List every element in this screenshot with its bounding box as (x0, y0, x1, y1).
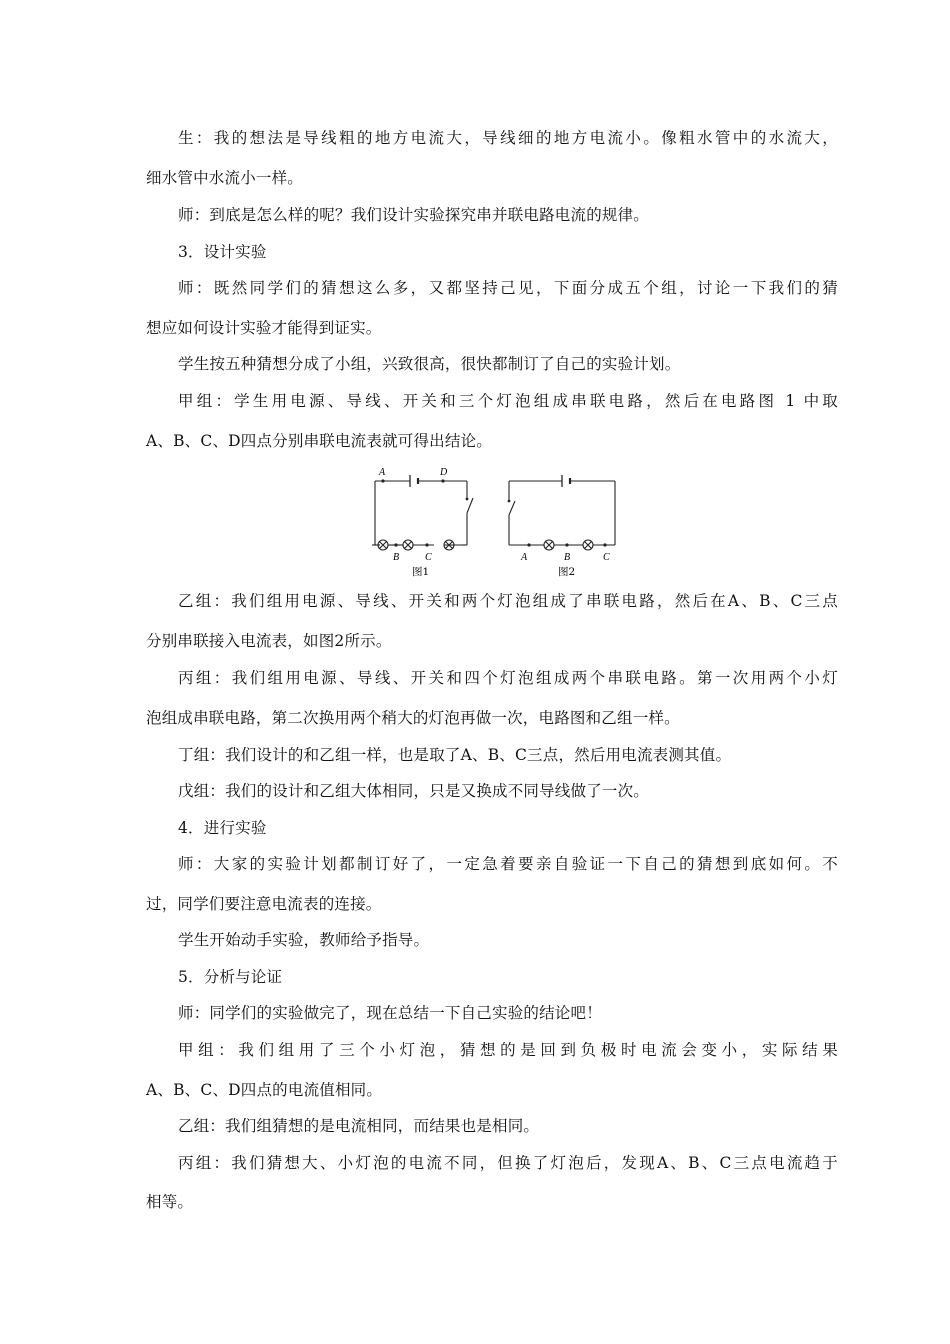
circuit-figure (355, 463, 625, 583)
paragraph-line: 师：大家的实验计划都制订好了，一定急着要亲自验证一下自己的猜想到底如何。不 (178, 855, 838, 873)
paragraph-line: 甲组：学生用电源、导线、开关和三个灯泡组成串联电路，然后在电路图 1 中取 (178, 392, 838, 410)
paragraph-line: 师：到底是怎么样的呢？我们设计实验探究串并联电路电流的规律。 (178, 206, 650, 224)
circuit-diagrams (355, 463, 625, 583)
paragraph-line: 想应如何设计实验才能得到证实。 (146, 319, 382, 337)
paragraph-line: 学生按五种猜想分成了小组，兴致很高，很快都制订了自己的实验计划。 (178, 355, 681, 373)
section-heading: 3．设计实验 (178, 243, 267, 261)
point-label: A (521, 552, 528, 563)
paragraph-line: 甲组：我们组用了三个小灯泡，猜想的是回到负极时电流会变小，实际结果 (178, 1041, 838, 1059)
figure-caption: 图2 (558, 566, 576, 578)
point-label: B (393, 552, 400, 563)
paragraph-line: 学生开始动手实验，教师给予指导。 (178, 931, 430, 949)
point-label: B (564, 552, 571, 563)
paragraph-line: 泡组成串联电路，第二次换用两个稍大的灯泡再做一次，电路图和乙组一样。 (146, 709, 680, 727)
paragraph-line: 丙组：我们组用电源、导线、开关和四个灯泡组成两个串联电路。第一次用两个小灯 (178, 669, 838, 687)
section-heading: 5．分析与论证 (178, 968, 283, 986)
figure-caption: 图1 (412, 566, 430, 578)
paragraph-line: 师：既然同学们的猜想这么多，又都坚持己见，下面分成五个组，讨论一下我们的猜 (178, 279, 838, 297)
point-label: C (603, 552, 610, 563)
paragraph-line: 过，同学们要注意电流表的连接。 (146, 895, 382, 913)
paragraph-line: A、B、C、D四点的电流值相同。 (146, 1081, 383, 1099)
point-label: C (425, 552, 432, 563)
point-label: D (440, 467, 448, 478)
paragraph-line: 生：我的想法是导线粗的地方电流大，导线细的地方电流小。像粗水管中的水流大， (178, 129, 838, 147)
paragraph-line: 细水管中水流小一样。 (146, 169, 304, 187)
paragraph-line: 乙组：我们组用电源、导线、开关和两个灯泡组成了串联电路，然后在A、B、C三点 (178, 592, 838, 610)
paragraph-line: 丁组：我们设计的和乙组一样，也是取了A、B、C三点，然后用电流表测其值。 (178, 746, 732, 764)
paragraph-line: 相等。 (146, 1193, 194, 1211)
paragraph-line: 丙组：我们猜想大、小灯泡的电流不同，但换了灯泡后，发现A、B、C三点电流趋于 (178, 1154, 838, 1172)
section-heading: 4．进行实验 (178, 819, 267, 837)
paragraph-line: 乙组：我们组猜想的是电流相同，而结果也是相同。 (178, 1117, 540, 1135)
paragraph-line: 师：同学们的实验做完了，现在总结一下自己实验的结论吧！ (178, 1004, 602, 1022)
paragraph-line: A、B、C、D四点分别串联电流表就可得出结论。 (146, 432, 492, 450)
paragraph-line: 戊组：我们的设计和乙组大体相同，只是又换成不同导线做了一次。 (178, 782, 650, 800)
point-label: A (379, 467, 386, 478)
paragraph-line: 分别串联接入电流表，如图2所示。 (146, 632, 392, 650)
